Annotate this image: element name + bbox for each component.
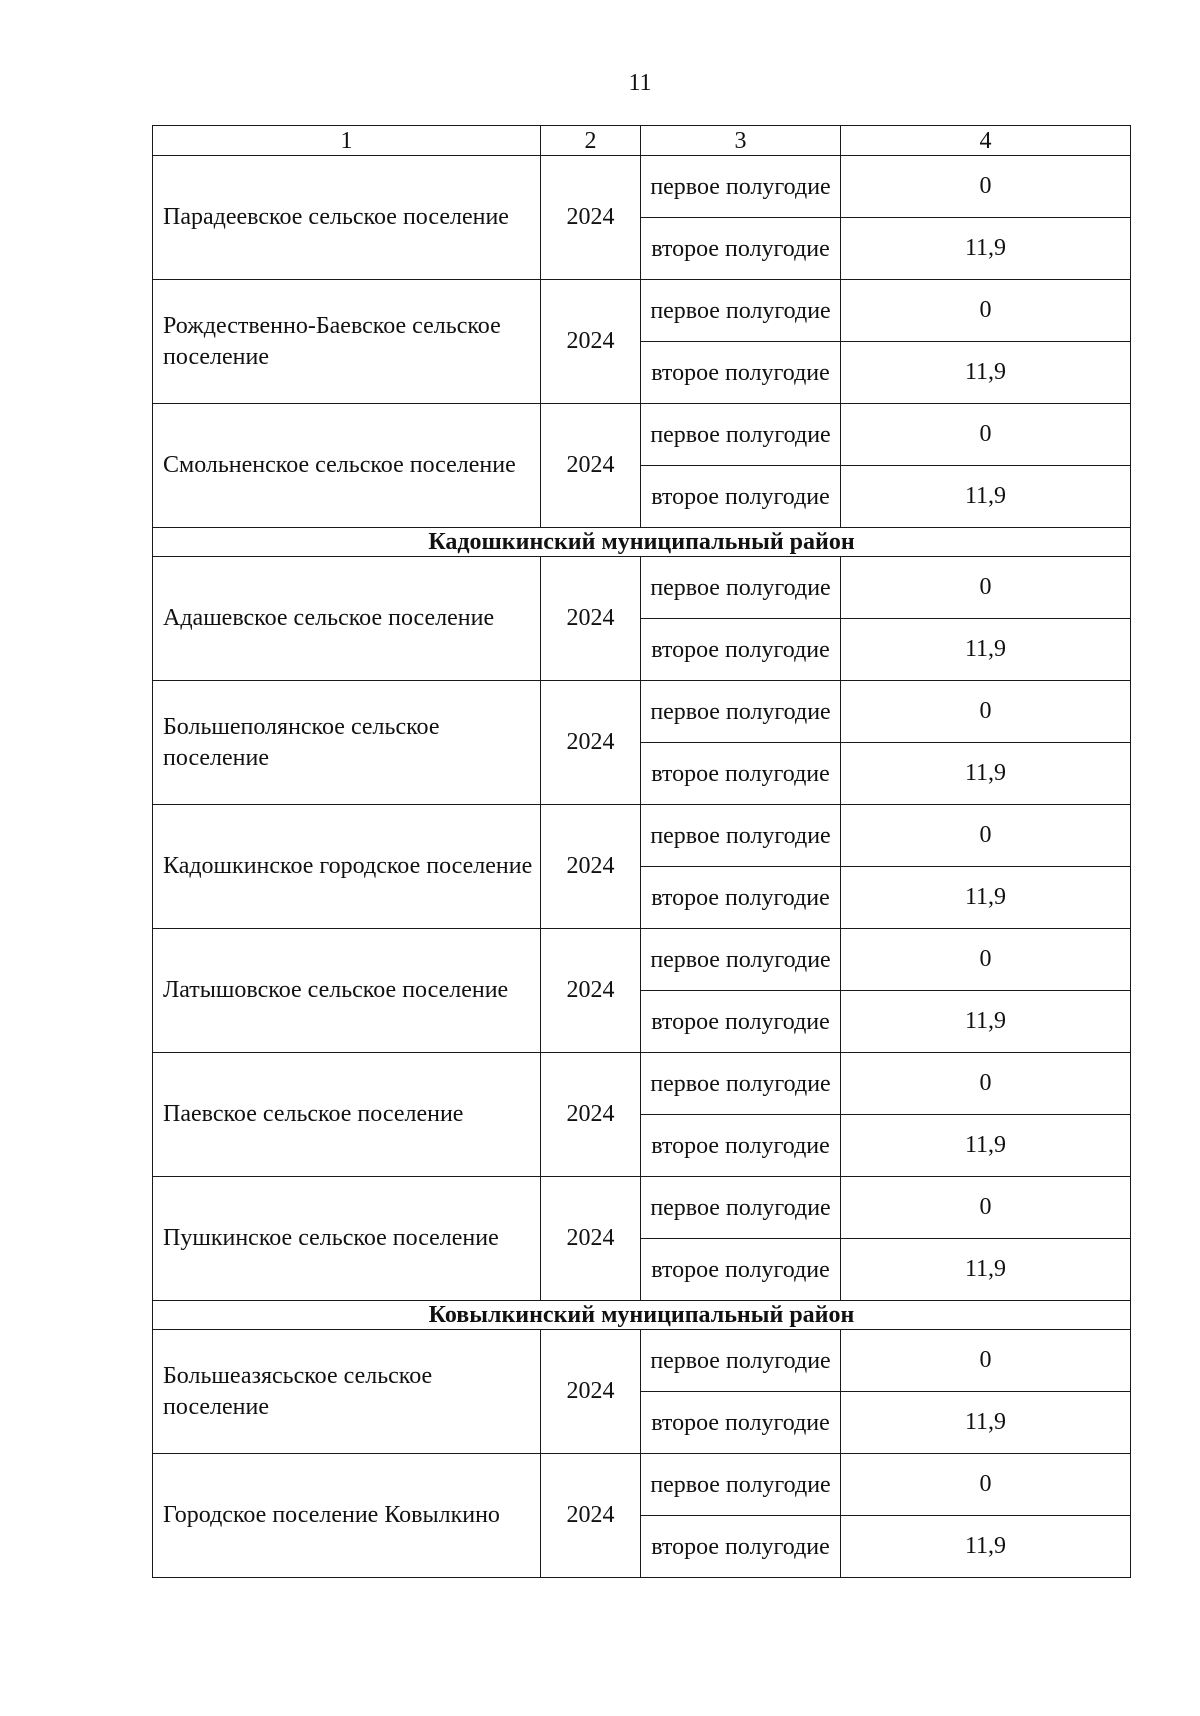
value-cell: 11,9 <box>841 342 1131 404</box>
period-cell: второе полугодие <box>641 743 841 805</box>
value-cell: 0 <box>841 1330 1131 1392</box>
period-cell: первое полугодие <box>641 805 841 867</box>
table-row <box>153 1330 1131 1392</box>
settlement-name: Кадошкинское городское поселение <box>153 805 541 929</box>
value-cell: 0 <box>841 557 1131 619</box>
year-cell: 2024 <box>541 557 641 681</box>
value-cell: 11,9 <box>841 1115 1131 1177</box>
page-number: 11 <box>628 70 652 96</box>
settlement-name: Большеазясьское сельское поселение <box>153 1330 541 1454</box>
period-cell: второе полугодие <box>641 218 841 280</box>
table-row <box>153 1177 1131 1239</box>
period-cell: первое полугодие <box>641 1330 841 1392</box>
table-header-row <box>153 126 1131 156</box>
table-body <box>153 156 1131 1578</box>
value-cell: 11,9 <box>841 619 1131 681</box>
year-cell: 2024 <box>541 1177 641 1301</box>
period-cell: первое полугодие <box>641 1177 841 1239</box>
table-row <box>153 1053 1131 1115</box>
period-cell: первое полугодие <box>641 681 841 743</box>
period-cell: второе полугодие <box>641 466 841 528</box>
settlement-name: Паевское сельское поселение <box>153 1053 541 1177</box>
period-cell: второе полугодие <box>641 1239 841 1301</box>
settlement-name: Пушкинское сельское поселение <box>153 1177 541 1301</box>
period-cell: первое полугодие <box>641 557 841 619</box>
table-row <box>153 280 1131 342</box>
value-cell: 11,9 <box>841 1239 1131 1301</box>
value-cell: 11,9 <box>841 867 1131 929</box>
year-cell: 2024 <box>541 156 641 280</box>
value-cell: 0 <box>841 805 1131 867</box>
district-heading: Ковылкинский муниципальный район <box>153 1301 1131 1330</box>
period-cell: первое полугодие <box>641 280 841 342</box>
period-cell: второе полугодие <box>641 619 841 681</box>
value-cell: 0 <box>841 280 1131 342</box>
year-cell: 2024 <box>541 1053 641 1177</box>
settlement-name: Рождественно-Баевское сельское поселение <box>153 280 541 404</box>
column-header: 2 <box>541 126 641 156</box>
column-header: 4 <box>841 126 1131 156</box>
table-row <box>153 156 1131 218</box>
year-cell: 2024 <box>541 1454 641 1578</box>
period-cell: второе полугодие <box>641 991 841 1053</box>
period-cell: первое полугодие <box>641 929 841 991</box>
value-cell: 0 <box>841 156 1131 218</box>
settlement-name: Адашевское сельское поселение <box>153 557 541 681</box>
column-header: 1 <box>153 126 541 156</box>
value-cell: 11,9 <box>841 1516 1131 1578</box>
table-row <box>153 681 1131 743</box>
district-heading-row <box>153 1301 1131 1330</box>
period-cell: второе полугодие <box>641 1392 841 1454</box>
period-cell: первое полугодие <box>641 1454 841 1516</box>
period-cell: первое полугодие <box>641 156 841 218</box>
value-cell: 0 <box>841 1053 1131 1115</box>
table-row <box>153 1454 1131 1516</box>
settlement-name: Смольненское сельское поселение <box>153 404 541 528</box>
column-header: 3 <box>641 126 841 156</box>
period-cell: первое полугодие <box>641 404 841 466</box>
data-table <box>152 125 1131 1578</box>
value-cell: 11,9 <box>841 466 1131 528</box>
settlement-name: Латышовское сельское поселение <box>153 929 541 1053</box>
value-cell: 0 <box>841 681 1131 743</box>
year-cell: 2024 <box>541 681 641 805</box>
value-cell: 11,9 <box>841 218 1131 280</box>
value-cell: 11,9 <box>841 743 1131 805</box>
table-row <box>153 805 1131 867</box>
table-row <box>153 404 1131 466</box>
value-cell: 11,9 <box>841 1392 1131 1454</box>
table-row <box>153 929 1131 991</box>
district-heading-row <box>153 528 1131 557</box>
district-heading: Кадошкинский муниципальный район <box>153 528 1131 557</box>
year-cell: 2024 <box>541 404 641 528</box>
year-cell: 2024 <box>541 805 641 929</box>
year-cell: 2024 <box>541 929 641 1053</box>
period-cell: второе полугодие <box>641 1115 841 1177</box>
value-cell: 11,9 <box>841 991 1131 1053</box>
value-cell: 0 <box>841 1454 1131 1516</box>
year-cell: 2024 <box>541 1330 641 1454</box>
year-cell: 2024 <box>541 280 641 404</box>
period-cell: второе полугодие <box>641 1516 841 1578</box>
period-cell: второе полугодие <box>641 342 841 404</box>
period-cell: второе полугодие <box>641 867 841 929</box>
value-cell: 0 <box>841 929 1131 991</box>
value-cell: 0 <box>841 404 1131 466</box>
settlement-name: Парадеевское сельское поселение <box>153 156 541 280</box>
period-cell: первое полугодие <box>641 1053 841 1115</box>
settlement-name: Большеполянское сельское поселение <box>153 681 541 805</box>
value-cell: 0 <box>841 1177 1131 1239</box>
table-row <box>153 557 1131 619</box>
settlement-name: Городское поселение Ковылкино <box>153 1454 541 1578</box>
